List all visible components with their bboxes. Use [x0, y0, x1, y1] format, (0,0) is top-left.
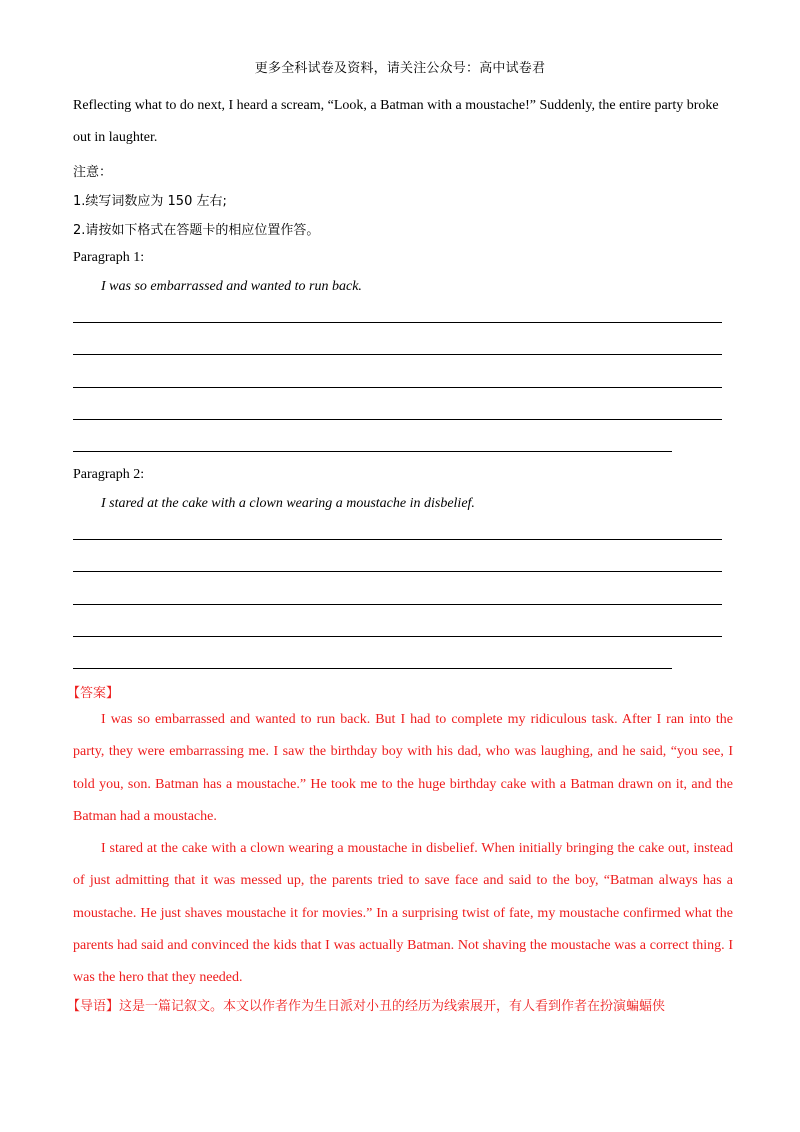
writing-line [73, 419, 722, 420]
page-header: 更多全科试卷及资料，请关注公众号：高中试卷君 [254, 61, 546, 76]
answer-paragraph-1: I was so embarrassed and wanted to run back. But I had to complete my ridiculous task. After I ran into the party, they were embarrassing me. I saw the birthday boy with his dad, who was laughing, and he said, “you see, I told you, son. Batman has a moustache.” He took me to the huge birthday cake with a Batman drawn on it, and the Batman had a moustache. [73, 712, 733, 824]
writing-line [73, 604, 722, 605]
writing-line [73, 354, 722, 355]
paragraph-1-starter: I was so embarrassed and wanted to run back. [101, 279, 362, 294]
writing-line [73, 539, 722, 540]
writing-line [73, 322, 722, 323]
writing-line [73, 668, 672, 669]
answer-body [73, 704, 733, 995]
paragraph-2-label: Paragraph 2: [73, 467, 145, 482]
intro-line-1: Reflecting what to do next, I heard a scream, “Look, a Batman with a moustache!” Suddenly, the entire party broke [73, 98, 719, 113]
paragraph-1-label: Paragraph 1: [73, 250, 145, 265]
notes-item-2: 2.请按如下格式在答题卡的相应位置作答。 [73, 223, 320, 238]
intro-line-2: out in laughter. [73, 130, 158, 145]
guide-label: 【导语】 [67, 999, 120, 1014]
paragraph-2-starter: I stared at the cake with a clown wearing a moustache in disbelief. [101, 496, 475, 511]
notes-title: 注意： [73, 165, 113, 180]
writing-line [73, 636, 722, 637]
guide-text: 这是一篇记叙文。本文以作者作为生日派对小丑的经历为线索展开，有人看到作者在扮演蝙蝠侠 [119, 999, 666, 1014]
writing-line [73, 571, 722, 572]
writing-line [73, 387, 722, 388]
writing-line [73, 451, 672, 452]
guide-line [67, 995, 665, 1015]
answer-paragraph-2: I stared at the cake with a clown wearing a moustache in disbelief. When initially bringing the cake out, instead of just admitting that it was messed up, the parents tried to save face and said to the boy, “Batman always has a moustache. He just shaves moustache it for movies.” In a surprising twist of fate, my moustache confirmed what the parents had said and convinced the kids that I was actually Batman. Not shaving the moustache was a correct thing. I was the hero that they needed. [73, 841, 733, 986]
answer-label: 【答案】 [67, 686, 120, 701]
notes-item-1: 1.续写词数应为 150 左右; [73, 194, 227, 209]
